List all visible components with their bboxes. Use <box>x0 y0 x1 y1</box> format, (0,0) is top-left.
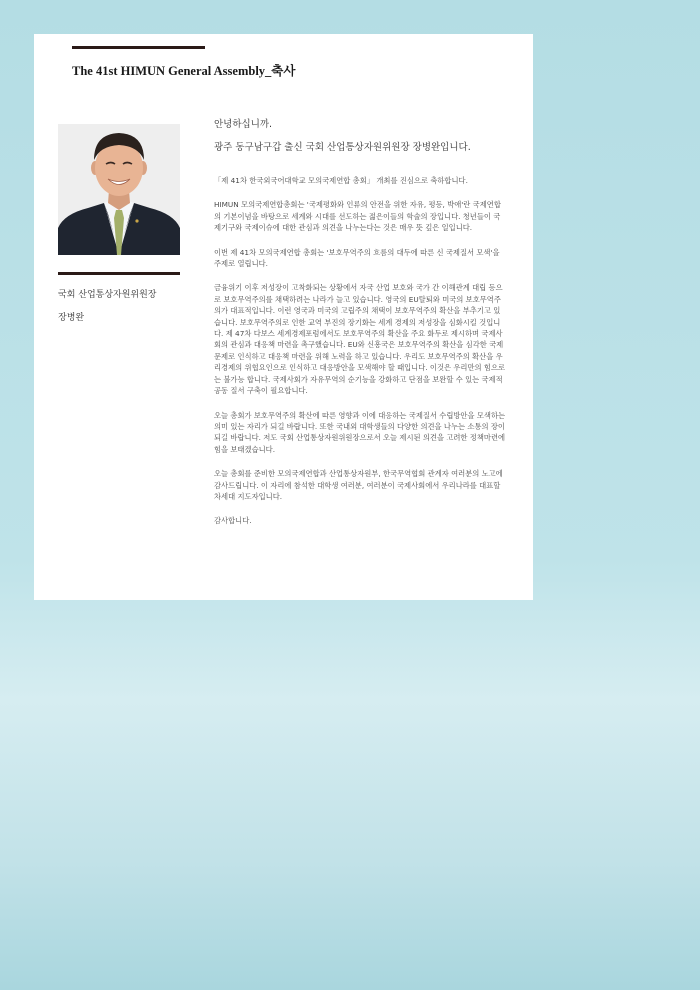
speech-body <box>214 175 506 527</box>
paragraph: 「제 41차 한국외국어대학교 모의국제연합 총회」 개최를 진심으로 축하합니다. <box>214 176 468 185</box>
paragraph: 이번 제 41차 모의국제연합 총회는 '보호무역주의 흐름의 대두에 따른 신 국제질서 모색'을 주제로 열립니다. <box>214 247 500 269</box>
closing: 감사합니다. <box>214 516 252 526</box>
speech-content <box>214 118 506 540</box>
author-role: 국회 산업통상자원위원장 <box>58 290 157 300</box>
paragraph: 오늘 총회를 준비한 모의국제연합과 산업통상자원부, 한국무역협회 관계자 여러분의 노고에 감사드립니다. 이 자리에 참석한 대학생 여러분, 여러분이 국제사회에서 우리나라를 대표할 차세대 지도자입니다. <box>214 469 503 501</box>
greeting: 안녕하십니까. <box>214 119 273 130</box>
title-rule <box>72 46 205 49</box>
paragraph: 금융위기 이후 저성장이 고착화되는 상황에서 자국 산업 보호와 국가 간 이해관계 대립 등으로 보호무역주의를 채택하려는 나라가 늘고 있습니다. 영국의 EU탈퇴와 미국의 보호무역주의가 대표적입니다. 이런 영국과 미국의 고립주의 채택이 보호무역주의 확산을 부추기고 있습니다. 보호무역주의로 인한 교역 부진의 장기화는 세계 경제의 저성장을 심화시킬 것입니다. 제 47차 다보스 세계경제포럼에서도 보호무역주의 확산을 주요 화두로 제시하며 국제사회의 관심과 대응책 마련을 촉구했습니다. EU와 신흥국은 보호무역주의 확산을 심각한 국제문제로 인식하고 대응책 마련을 위해 노력을 하고 있습니다. 우리도 보호무역주의 확산을 우리경제의 위협요인으로 인식하고 대응방안을 모색해야 할 때입니다. 이것은 우리만의 힘으로는 불가능 합니다. 국제사회가 자유무역의 순기능을 강화하고 단점을 보완할 수 있는 국제적 공동 질서 구축이 필요합니다. <box>214 283 506 396</box>
paragraph: 오늘 총회가 보호무역주의 확산에 따른 영향과 이에 대응하는 국제질서 수립방안을 모색하는 의미 있는 자리가 되길 바랍니다. 또한 국내외 대학생들의 다양한 의견을 나누는 소통의 장이 되길 바랍니다. 저도 국회 산업통상자원위원장으로서 오늘 제시된 의견을 고려한 정책마련에 힘을 보태겠습니다. <box>214 410 506 454</box>
portrait-photo <box>58 124 180 255</box>
intro-line: 광주 동구남구갑 출신 국회 산업통상자원위원장 장병완입니다. <box>214 142 471 153</box>
page-title: The 41st HIMUN General Assembly_축사 <box>72 64 296 78</box>
author-name: 장병완 <box>58 313 85 323</box>
paragraph: HIMUN 모의국제연합총회는 '국제평화와 인류의 안전을 위한 자유, 평등, 박애'란 국제연합의 기본이념을 바탕으로 세계와 시대를 선도하는 젊은이들의 학술의 장입니다. 청년들이 국제기구와 국제이슈에 대한 관심과 의견을 나누는다는 것은 매우 뜻 깊은 일입니다. <box>214 200 501 233</box>
letter-page <box>34 34 533 600</box>
sidebar-rule <box>58 272 180 275</box>
